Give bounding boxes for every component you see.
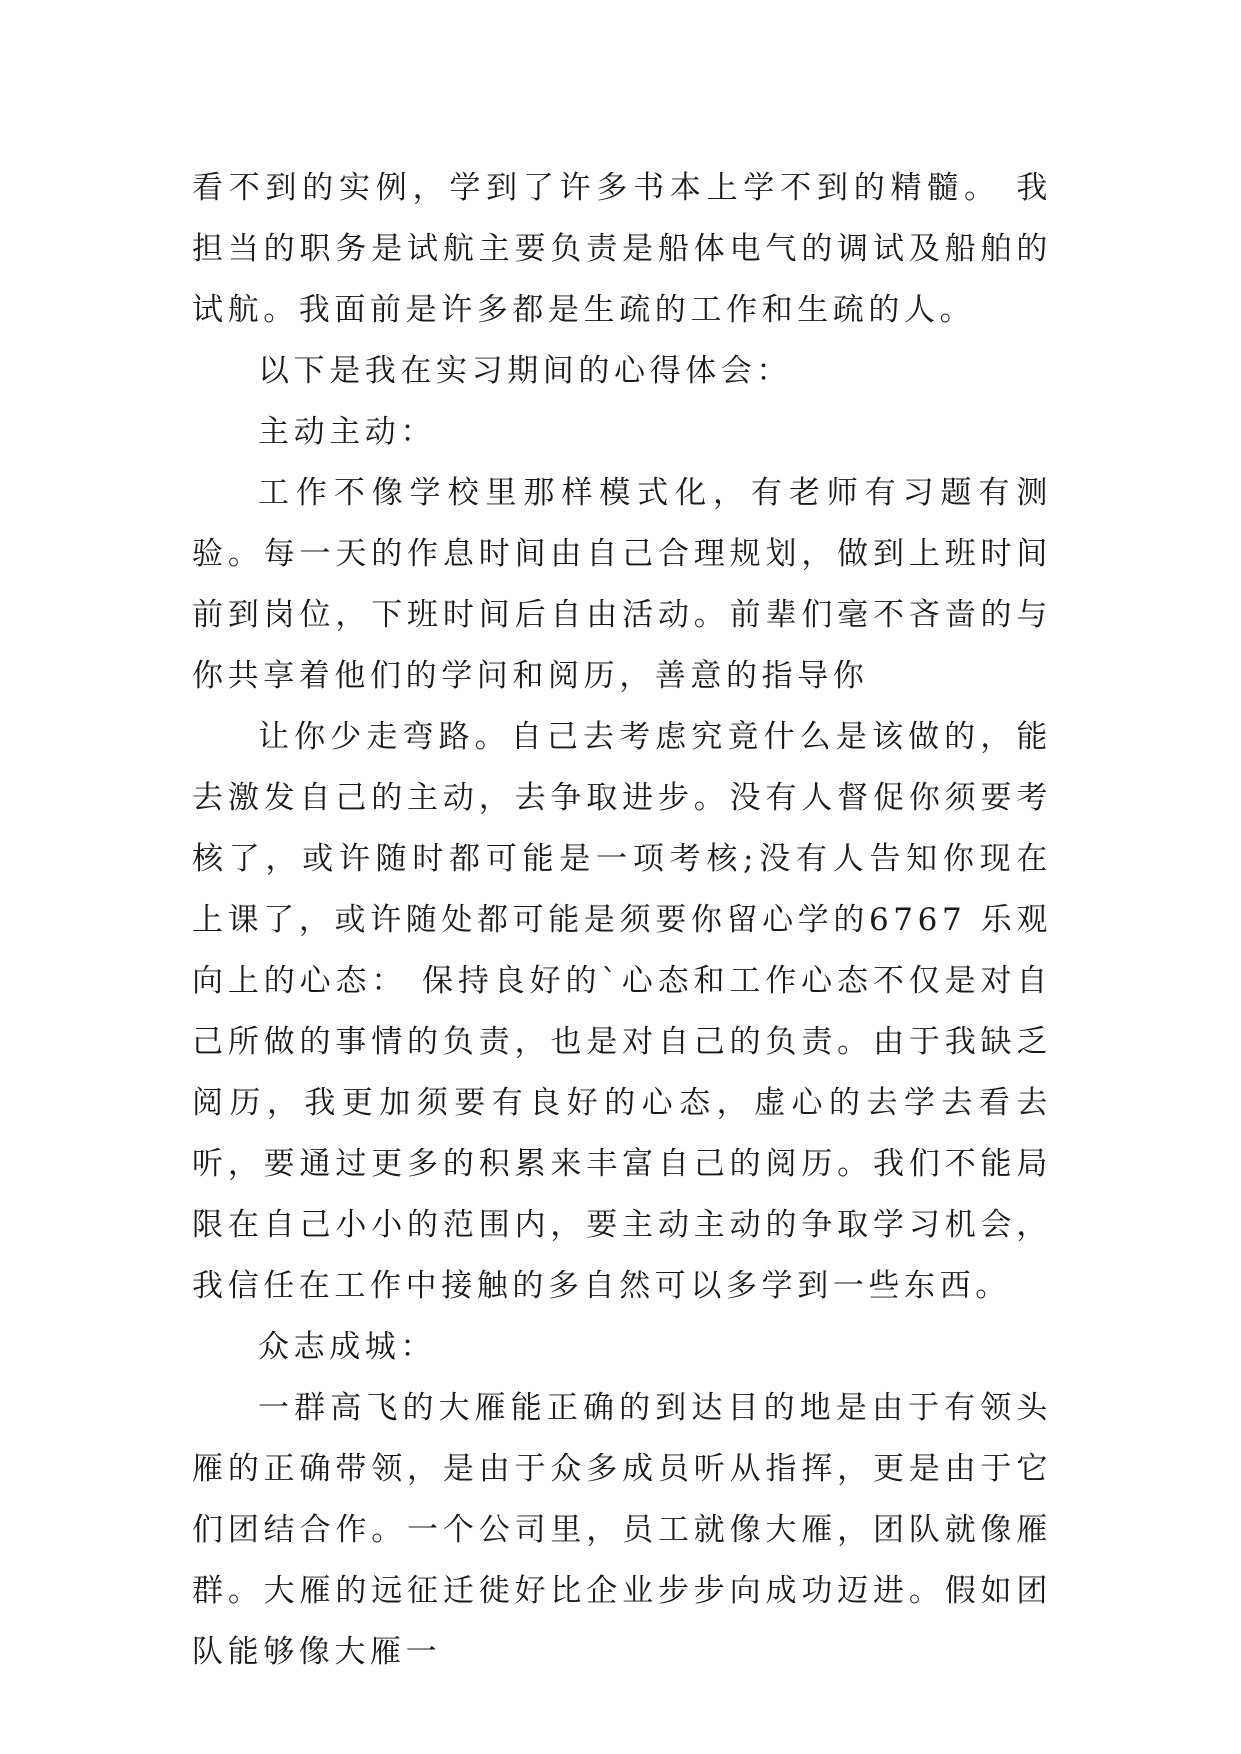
section-heading-initiative: 主动主动： (258, 414, 436, 450)
paragraph-7: 一群高飞的大雁能正确的到达目的地是由于有领头雁的正确带领，是由于众多成员听从指挥，更是由于它们团结合作。一个公司里，员工就像大雁，团队就像雁群。大雁的远征迁徙好比企业步步向成功迈进。假如团队能够像大雁一 (192, 1390, 1052, 1670)
paragraph-1: 看不到的实例，学到了许多书本上学不到的精髓。 我担当的职务是试航主要负责是船体电气的调试及船舶的试航。我面前是许多都是生疏的工作和生疏的人。 (192, 170, 1052, 328)
paragraph-4: 工作不像学校里那样模式化，有老师有习题有测验。每一天的作息时间由自己合理规划，做到上班时间前到岗位，下班时间后自由活动。前辈们毫不吝啬的与你共享着他们的学问和阅历，善意的指导你 (192, 475, 1052, 694)
paragraph-5: 让你少走弯路。自己去考虑究竟什么是该做的，能去激发自己的主动，去争取进步。没有人督促你须要考核了，或许随时都可能是一项考核;没有人告知你现在上课了，或许随处都可能是须要你留心学的6767 乐观向上的心态： 保持良好的`心态和工作心态不仅是对自己所做的事情的负责，也是对自己的负责。由于我缺乏阅历，我更加须要有良好的心态，虚心的去学去看去听，要通过更多的积累来丰富自己的阅历。我们不能局限在自己小小的范围内，要主动主动的争取学习机会，我信任在工作中接触的多自然可以多学到一些东西。 (192, 719, 1052, 1304)
paragraph-2: 以下是我在实习期间的心得体会： (258, 353, 792, 389)
section-heading-teamwork: 众志成城： (258, 1329, 436, 1365)
document-body (192, 158, 1052, 1683)
